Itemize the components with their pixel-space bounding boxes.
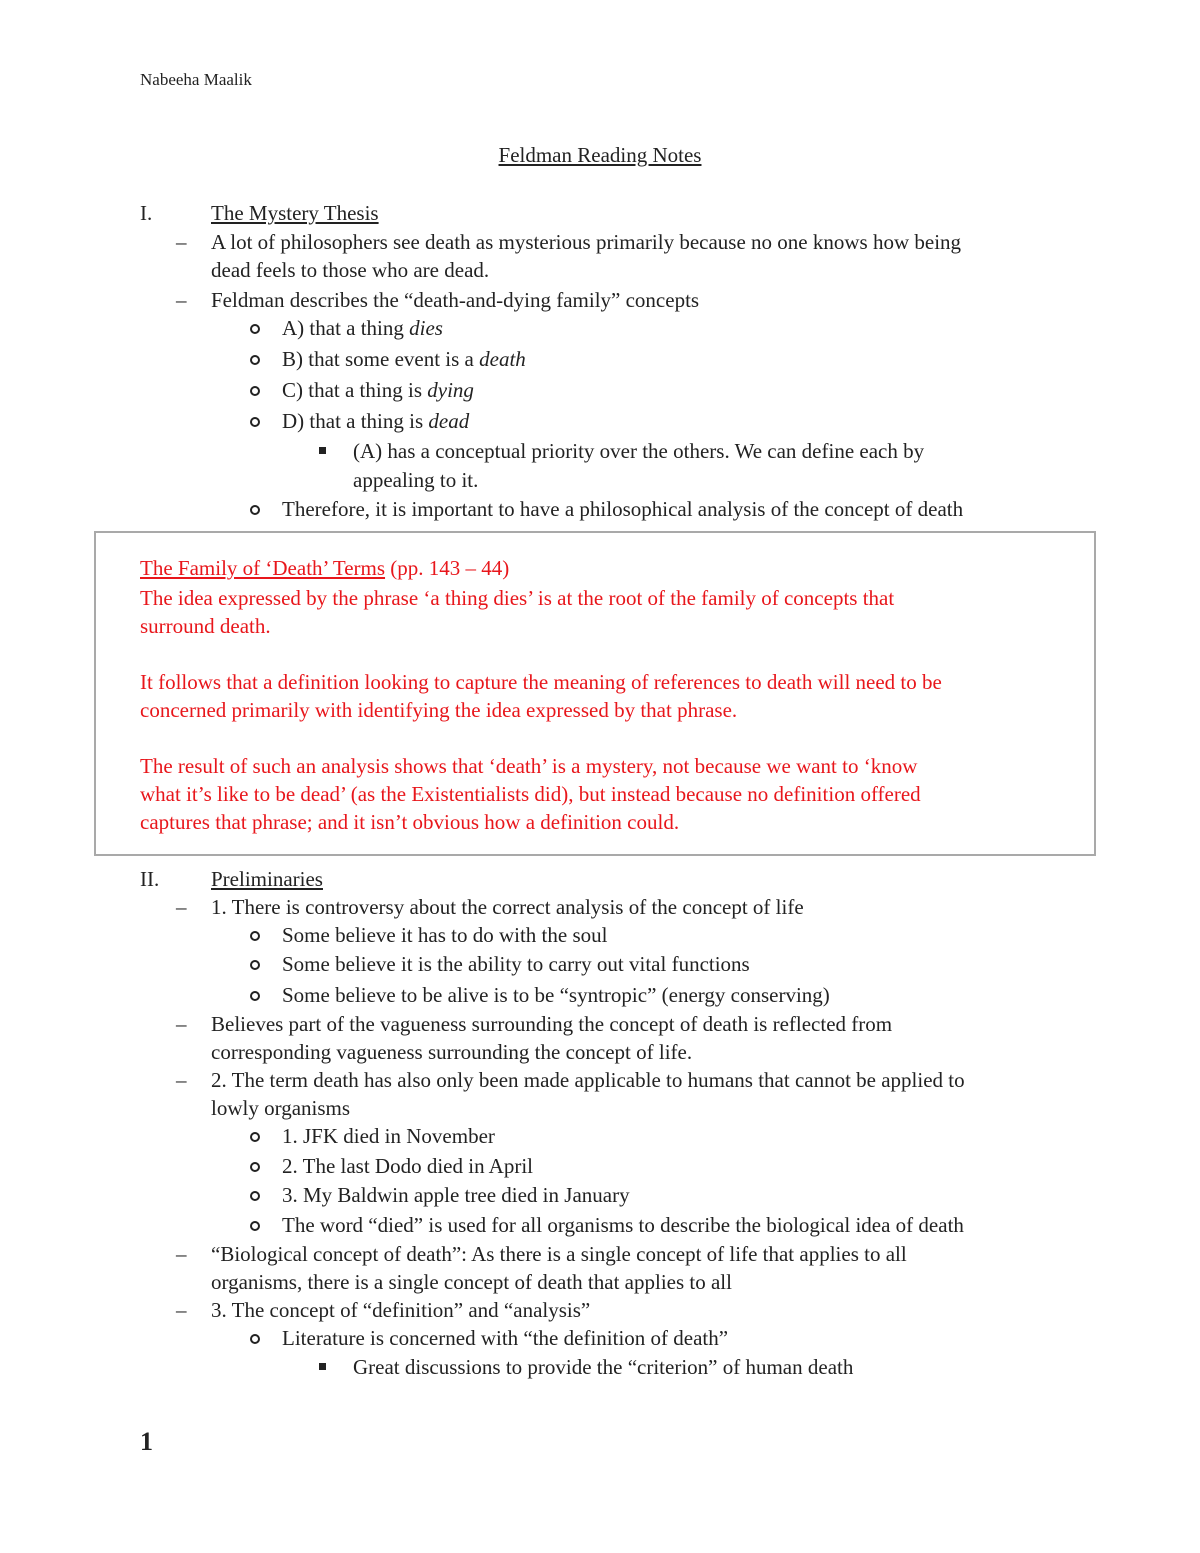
circle-bullet-icon (250, 931, 260, 941)
item-text: B) that some event is a (282, 347, 480, 371)
circle-bullet-icon (250, 355, 260, 365)
callout-heading: The Family of ‘Death’ Terms (140, 556, 386, 580)
callout-text: The result of such an analysis shows that ‘death’ is a mystery, not because we want to ‘know (140, 754, 918, 778)
sub-list-item (282, 314, 443, 342)
callout-text: The idea expressed by the phrase ‘a thing dies’ is at the root of the family of concepts that (140, 586, 895, 610)
sub-list-item (282, 345, 526, 373)
callout-text: concerned primarily with identifying the idea expressed by that phrase. (140, 698, 738, 722)
circle-bullet-icon (250, 991, 260, 1001)
item-text: C) that a thing is (282, 378, 428, 402)
list-item: Feldman describes the “death-and-dying family” concepts (211, 288, 700, 312)
sub-list-item: Therefore, it is important to have a philosophical analysis of the concept of death (282, 497, 964, 521)
dash-bullet-icon: – (176, 1012, 187, 1036)
section-numeral: I. (140, 201, 153, 225)
list-item: “Biological concept of death”: As there is a single concept of life that applies to all (211, 1242, 907, 1266)
circle-bullet-icon (250, 417, 260, 427)
section-heading: Preliminaries (211, 867, 323, 891)
emphasis-text: dead (428, 409, 470, 433)
callout-heading-line (140, 554, 509, 582)
callout-text: what it’s like to be dead’ (as the Existentialists did), but instead because no definition offered (140, 782, 921, 806)
list-item: 3. The concept of “definition” and “analysis” (211, 1298, 591, 1322)
section-numeral: II. (140, 867, 160, 891)
dash-bullet-icon: – (176, 230, 187, 254)
sub-sub-list-item-continuation: appealing to it. (353, 468, 479, 492)
circle-bullet-icon (250, 1334, 260, 1344)
circle-bullet-icon (250, 960, 260, 970)
list-item-continuation: organisms, there is a single concept of death that applies to all (211, 1270, 732, 1294)
dash-bullet-icon: – (176, 1242, 187, 1266)
item-text: A) that a thing (282, 316, 410, 340)
sub-list-item (282, 407, 469, 435)
square-bullet-icon (319, 447, 326, 454)
list-item-continuation: corresponding vagueness surrounding the concept of life. (211, 1040, 693, 1064)
section-heading: The Mystery Thesis (211, 201, 379, 225)
list-item: 2. The term death has also only been made applicable to humans that cannot be applied to (211, 1068, 965, 1092)
circle-bullet-icon (250, 1162, 260, 1172)
emphasis-text: death (479, 347, 526, 371)
callout-text: It follows that a definition looking to capture the meaning of references to death will need to be (140, 670, 942, 694)
square-bullet-icon (319, 1363, 326, 1370)
callout-text: captures that phrase; and it isn’t obvious how a definition could. (140, 810, 680, 834)
circle-bullet-icon (250, 324, 260, 334)
sub-list-item: The word “died” is used for all organisms to describe the biological idea of death (282, 1213, 964, 1237)
document-title: Feldman Reading Notes (498, 143, 702, 167)
sub-list-item: 3. My Baldwin apple tree died in January (282, 1183, 630, 1207)
sub-sub-list-item: Great discussions to provide the “criterion” of human death (353, 1355, 854, 1379)
emphasis-text: dies (409, 316, 443, 340)
circle-bullet-icon (250, 1132, 260, 1142)
item-text: D) that a thing is (282, 409, 429, 433)
sub-list-item: 1. JFK died in November (282, 1124, 495, 1148)
list-item: Believes part of the vagueness surrounding the concept of death is reflected from (211, 1012, 893, 1036)
callout-pages: (pp. 143 – 44) (385, 556, 510, 580)
page-number: 1 (140, 1427, 153, 1456)
emphasis-text: dying (427, 378, 474, 402)
callout-text: surround death. (140, 614, 271, 638)
list-item: 1. There is controversy about the correct analysis of the concept of life (211, 895, 804, 919)
sub-list-item (282, 376, 474, 404)
dash-bullet-icon: – (176, 895, 187, 919)
circle-bullet-icon (250, 386, 260, 396)
sub-list-item: Some believe it has to do with the soul (282, 923, 608, 947)
sub-list-item: Some believe to be alive is to be “syntropic” (energy conserving) (282, 983, 830, 1007)
dash-bullet-icon: – (176, 288, 187, 312)
sub-sub-list-item: (A) has a conceptual priority over the others. We can define each by (353, 439, 925, 463)
author-name: Nabeeha Maalik (140, 70, 252, 89)
list-item-continuation: lowly organisms (211, 1096, 351, 1120)
dash-bullet-icon: – (176, 1298, 187, 1322)
circle-bullet-icon (250, 1191, 260, 1201)
sub-list-item: Literature is concerned with “the definition of death” (282, 1326, 729, 1350)
dash-bullet-icon: – (176, 1068, 187, 1092)
list-item-continuation: dead feels to those who are dead. (211, 258, 490, 282)
circle-bullet-icon (250, 505, 260, 515)
circle-bullet-icon (250, 1221, 260, 1231)
sub-list-item: 2. The last Dodo died in April (282, 1154, 534, 1178)
sub-list-item: Some believe it is the ability to carry out vital functions (282, 952, 750, 976)
list-item: A lot of philosophers see death as mysterious primarily because no one knows how being (211, 230, 962, 254)
